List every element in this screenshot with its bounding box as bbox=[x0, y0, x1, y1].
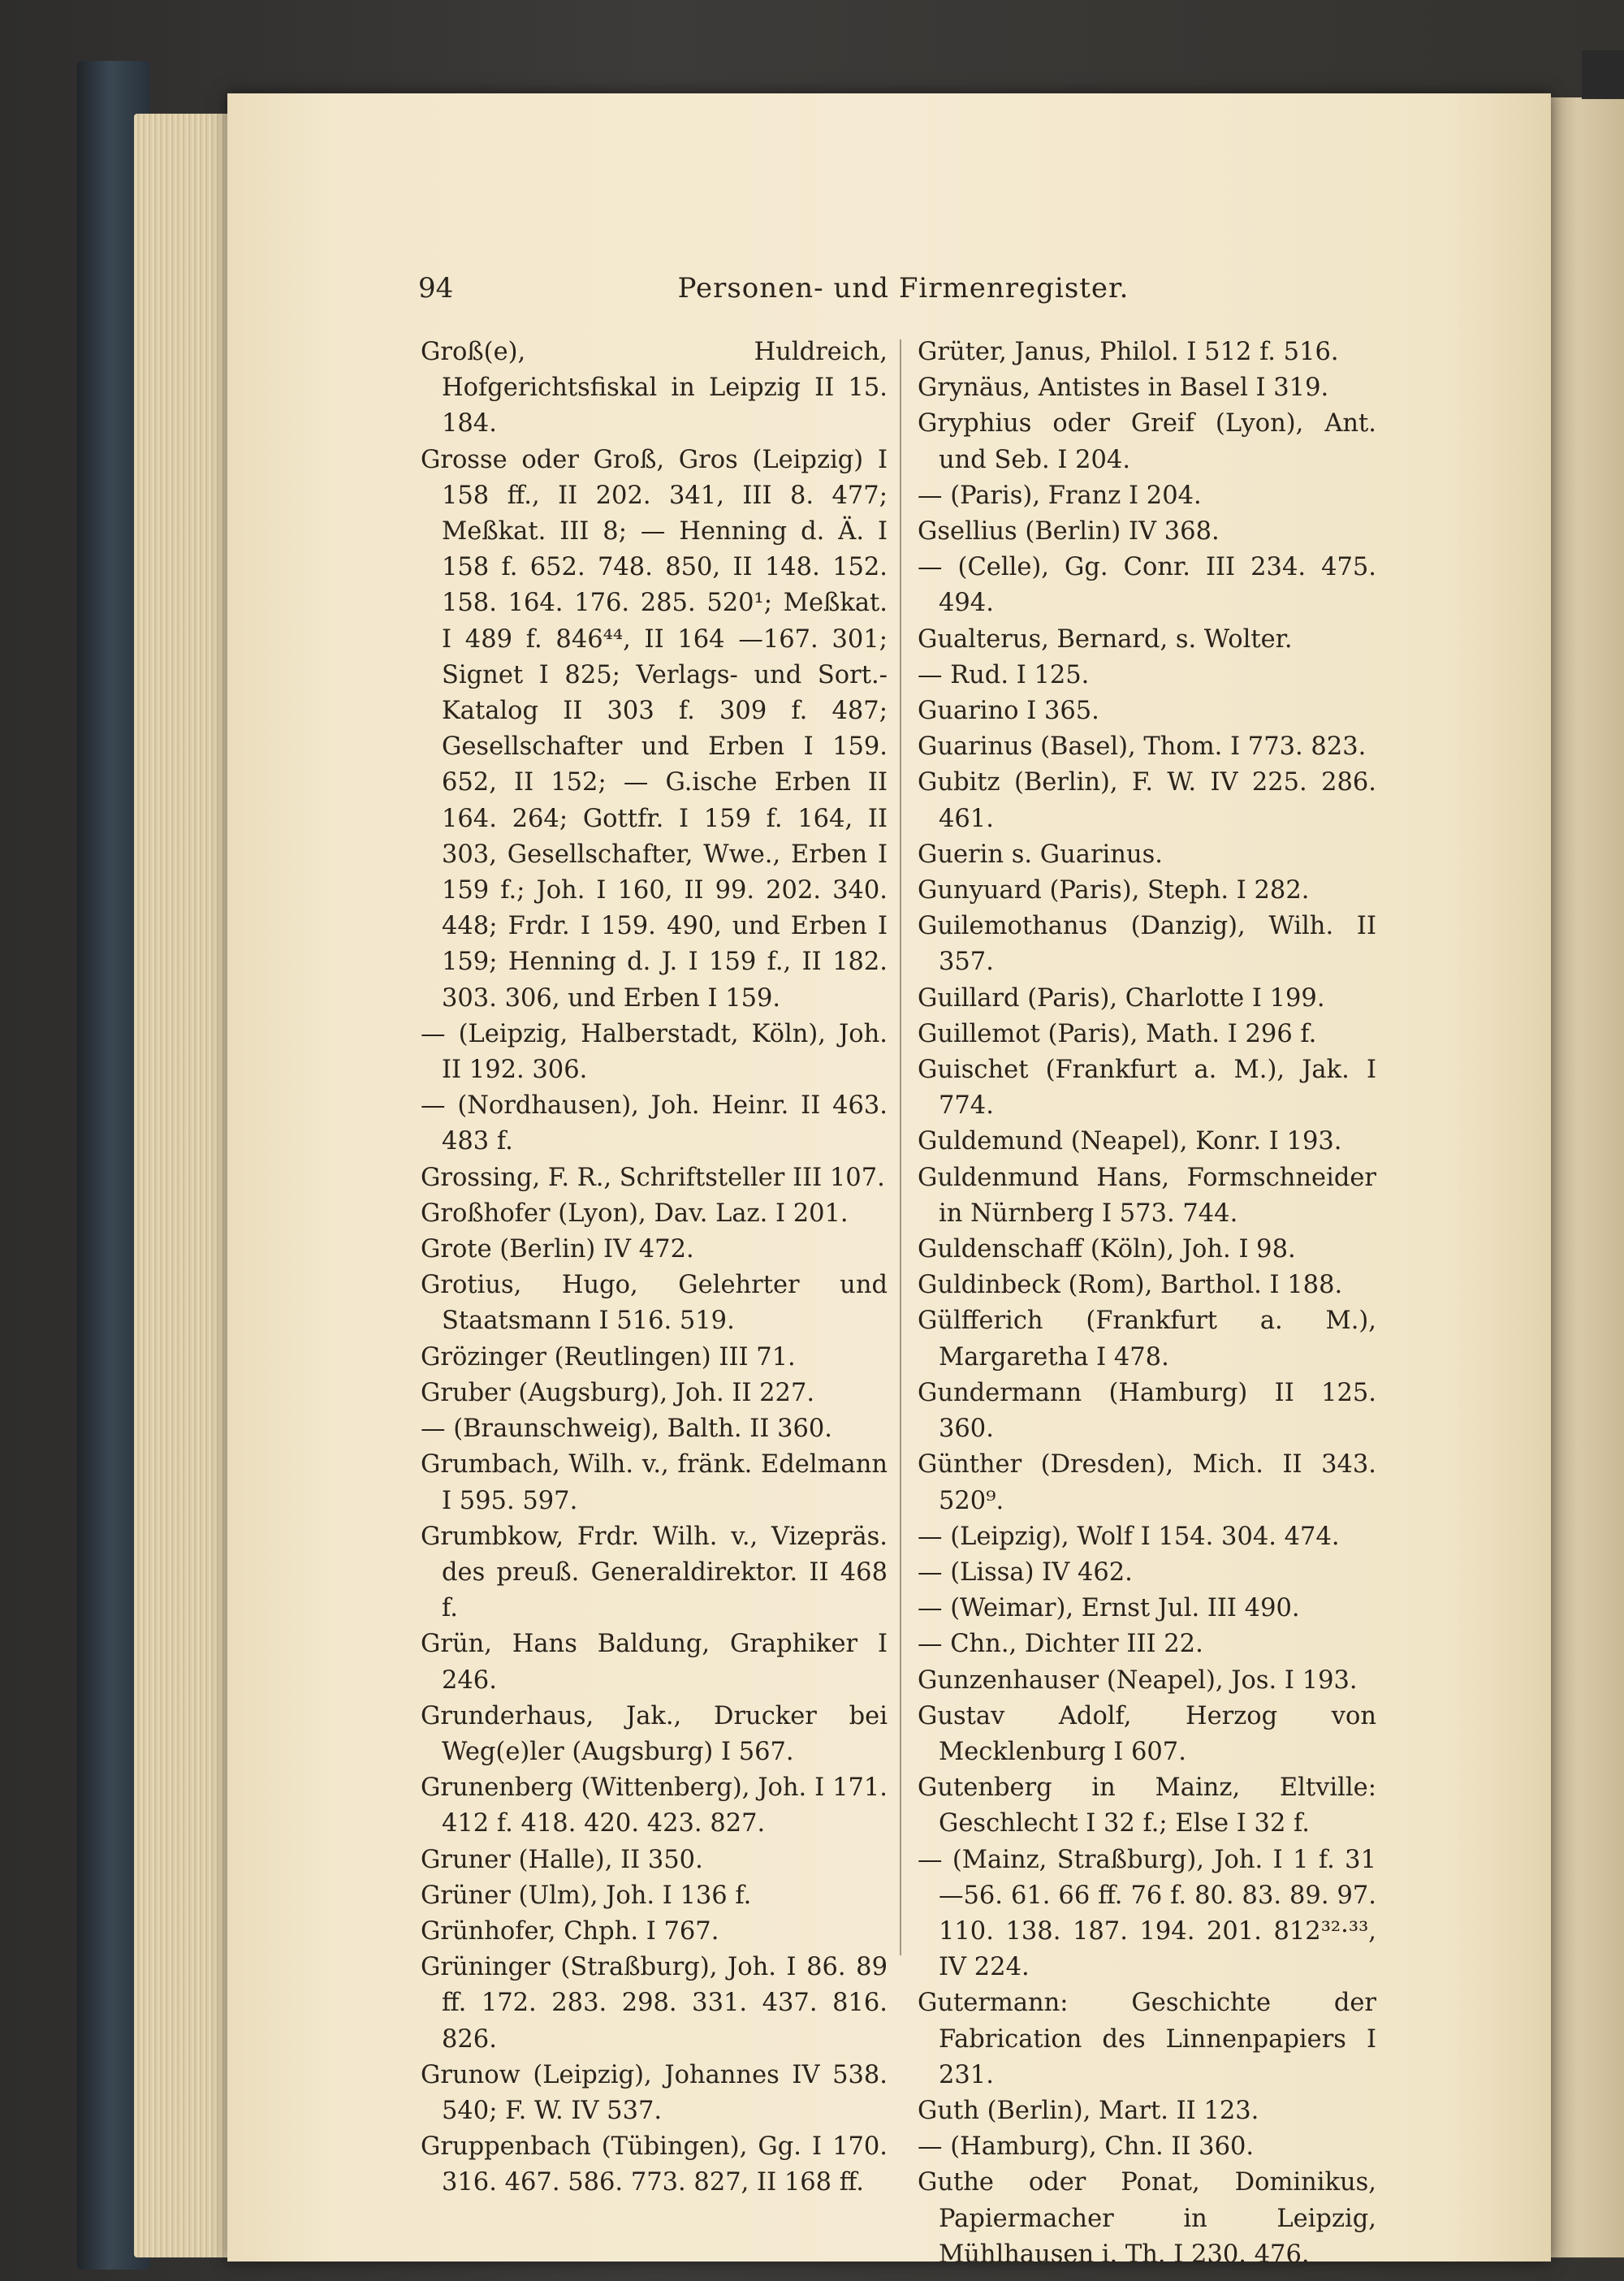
index-entry: Großhofer (Lyon), Dav. Laz. I 201. bbox=[421, 1199, 849, 1228]
index-entry: Gutermann: Geschichte der Fabrication des Linnenpapiers I 231. bbox=[918, 1989, 1376, 2089]
index-entry: Grumbkow, Frdr. Wilh. v., Vizepräs. des preuß. Generaldirektor. II 468 f. bbox=[421, 1522, 888, 1623]
index-entry: Guarino I 365. bbox=[918, 697, 1099, 726]
index-entry: — (Lissa) IV 462. bbox=[918, 1557, 1133, 1587]
index-entry: Guerin s. Guarinus. bbox=[918, 840, 1163, 869]
index-entry: Grote (Berlin) IV 472. bbox=[421, 1235, 694, 1264]
index-entry: Grözinger (Reutlingen) III 71. bbox=[421, 1342, 796, 1372]
index-entry: — (Weimar), Ernst Jul. III 490. bbox=[918, 1594, 1300, 1623]
index-entry: Grynäus, Antistes in Basel I 319. bbox=[918, 374, 1329, 403]
index-entry: — (Braunschweig), Balth. II 360. bbox=[421, 1415, 833, 1444]
index-entry: Gundermann (Hamburg) II 125. 360. bbox=[918, 1378, 1376, 1444]
index-entry: Guldenmund Hans, Formschneider in Nürnberg I 573. 744. bbox=[918, 1163, 1376, 1228]
scan-corner-mark bbox=[1582, 50, 1624, 99]
index-entry: Guldinbeck (Rom), Barthol. I 188. bbox=[918, 1271, 1343, 1300]
index-entry: Gunyuard (Paris), Steph. I 282. bbox=[918, 876, 1310, 905]
page-number: 94 bbox=[418, 272, 454, 305]
index-entry: Guilemothanus (Danzig), Wilh. II 357. bbox=[918, 912, 1376, 977]
index-entry: — Chn., Dichter III 22. bbox=[918, 1630, 1203, 1659]
index-entry: Grunow (Leipzig), Johannes IV 538. 540; F. W. IV 537. bbox=[421, 2060, 888, 2125]
index-entry: Grüter, Janus, Philol. I 512 f. 516. bbox=[918, 338, 1339, 366]
left-column bbox=[421, 335, 888, 2201]
index-entry: Guth (Berlin), Mart. II 123. bbox=[918, 2096, 1259, 2125]
index-entry: — (Mainz, Straßburg), Joh. I 1 f. 31 —56. 61. 66 ff. 76 f. 80. 83. 89. 97. 110. 138. 187. 194. 201. 812³²·³³, IV 224. bbox=[918, 1845, 1376, 1982]
index-entry: Guischet (Frankfurt a. M.), Jak. I 774. bbox=[918, 1056, 1376, 1121]
index-entry: — (Nordhausen), Joh. Heinr. II 463. 483 f. bbox=[421, 1091, 888, 1156]
index-entry: — (Celle), Gg. Conr. III 234. 475. 494. bbox=[918, 553, 1376, 618]
index-entry: Guillemot (Paris), Math. I 296 f. bbox=[918, 1019, 1317, 1048]
index-entry: Guldenschaff (Köln), Joh. I 98. bbox=[918, 1235, 1296, 1264]
page-header bbox=[418, 272, 1389, 313]
index-entry: — Rud. I 125. bbox=[918, 660, 1090, 689]
index-entry: Guldemund (Neapel), Konr. I 193. bbox=[918, 1127, 1342, 1156]
index-entry: Grünhofer, Chph. I 767. bbox=[421, 1916, 719, 1946]
index-entry: Günther (Dresden), Mich. II 343. 520⁹. bbox=[918, 1450, 1376, 1515]
index-entry: Guillard (Paris), Charlotte I 199. bbox=[918, 983, 1325, 1013]
index-entry: — (Hamburg), Chn. II 360. bbox=[918, 2132, 1255, 2162]
index-entry: Grosse oder Groß, Gros (Leipzig) I 158 ff., II 202. 341, III 8. 477; Meßkat. III 8; — Henning d. Ä. I 158 f. 652. 748. 850, II 148. 152. 158. 164. 176. 285. 520¹; Meßkat. I 489 f. 846⁴⁴, II 164 —167. 301; Signet I 825; Verlags- und Sort.-Katalog II 303 f. 309 f. 487; Gesellschafter und Erben I 159. 652, II 152; — G.ische Erben II 164. 264; Gottfr. I 159 f. 164, II 303, Gesellschafter, Wwe., Erben I 159 f.; Joh. I 160, II 99. 202. 340. 448; Frdr. I 159. 490, und Erben I 159; Henning d. J. I 159 f., II 182. 303. 306, und Erben I 159. bbox=[421, 445, 888, 1013]
index-entry: Grüner (Ulm), Joh. I 136 f. bbox=[421, 1881, 752, 1910]
index-entry: Gutenberg in Mainz, Eltville: Geschlecht I 32 f.; Else I 32 f. bbox=[918, 1773, 1376, 1838]
index-entry: Gustav Adolf, Herzog von Mecklenburg I 607. bbox=[918, 1701, 1376, 1766]
index-entry: Grün, Hans Baldung, Graphiker I 246. bbox=[421, 1630, 888, 1695]
index-entry: Grüninger (Straßburg), Joh. I 86. 89 ff. 172. 283. 298. 331. 437. 816. 826. bbox=[421, 1953, 888, 2054]
index-entry: Guthe oder Ponat, Dominikus, Papiermacher in Leipzig, Mühlhausen i. Th. I 230. 476. bbox=[918, 2168, 1376, 2269]
index-entry: Grunenberg (Wittenberg), Joh. I 171. 412 f. 418. 420. 423. 827. bbox=[421, 1773, 888, 1838]
index-entry: — (Paris), Franz I 204. bbox=[918, 481, 1202, 510]
index-entry: Gsellius (Berlin) IV 368. bbox=[918, 517, 1220, 546]
index-entry: Gryphius oder Greif (Lyon), Ant. und Seb. I 204. bbox=[918, 409, 1376, 474]
index-entry: — (Leipzig, Halberstadt, Köln), Joh. II 192. 306. bbox=[421, 1019, 888, 1085]
index-entry: Grotius, Hugo, Gelehrter und Staatsmann I 516. 519. bbox=[421, 1271, 888, 1336]
index-entry: — (Leipzig), Wolf I 154. 304. 474. bbox=[918, 1522, 1340, 1551]
index-entry: Gubitz (Berlin), F. W. IV 225. 286. 461. bbox=[918, 768, 1376, 833]
index-entry: Gruber (Augsburg), Joh. II 227. bbox=[421, 1378, 815, 1407]
index-entry: Groß(e), Huldreich, Hofgerichtsfiskal in Leipzig II 15. 184. bbox=[421, 338, 888, 438]
index-entry: Gülfferich (Frankfurt a. M.), Margaretha I 478. bbox=[918, 1307, 1376, 1372]
index-entry: Grunderhaus, Jak., Drucker bei Weg(e)ler (Augsburg) I 567. bbox=[421, 1701, 888, 1766]
running-title: Personen- und Firmenregister. bbox=[677, 272, 1129, 305]
index-entry: Grossing, F. R., Schriftsteller III 107. bbox=[421, 1163, 885, 1192]
index-entry: Gualterus, Bernard, s. Wolter. bbox=[918, 624, 1293, 654]
column-divider bbox=[900, 339, 901, 1955]
index-entry: Gruner (Halle), II 350. bbox=[421, 1845, 703, 1874]
index-entry: Gruppenbach (Tübingen), Gg. I 170. 316. 467. 586. 773. 827, II 168 ff. bbox=[421, 2132, 888, 2197]
right-column bbox=[918, 335, 1376, 2273]
facing-page-edge bbox=[1547, 97, 1624, 2257]
index-entry: Grumbach, Wilh. v., fränk. Edelmann I 595. 597. bbox=[421, 1450, 888, 1515]
index-entry: Gunzenhauser (Neapel), Jos. I 193. bbox=[918, 1665, 1358, 1695]
index-entry: Guarinus (Basel), Thom. I 773. 823. bbox=[918, 732, 1367, 762]
